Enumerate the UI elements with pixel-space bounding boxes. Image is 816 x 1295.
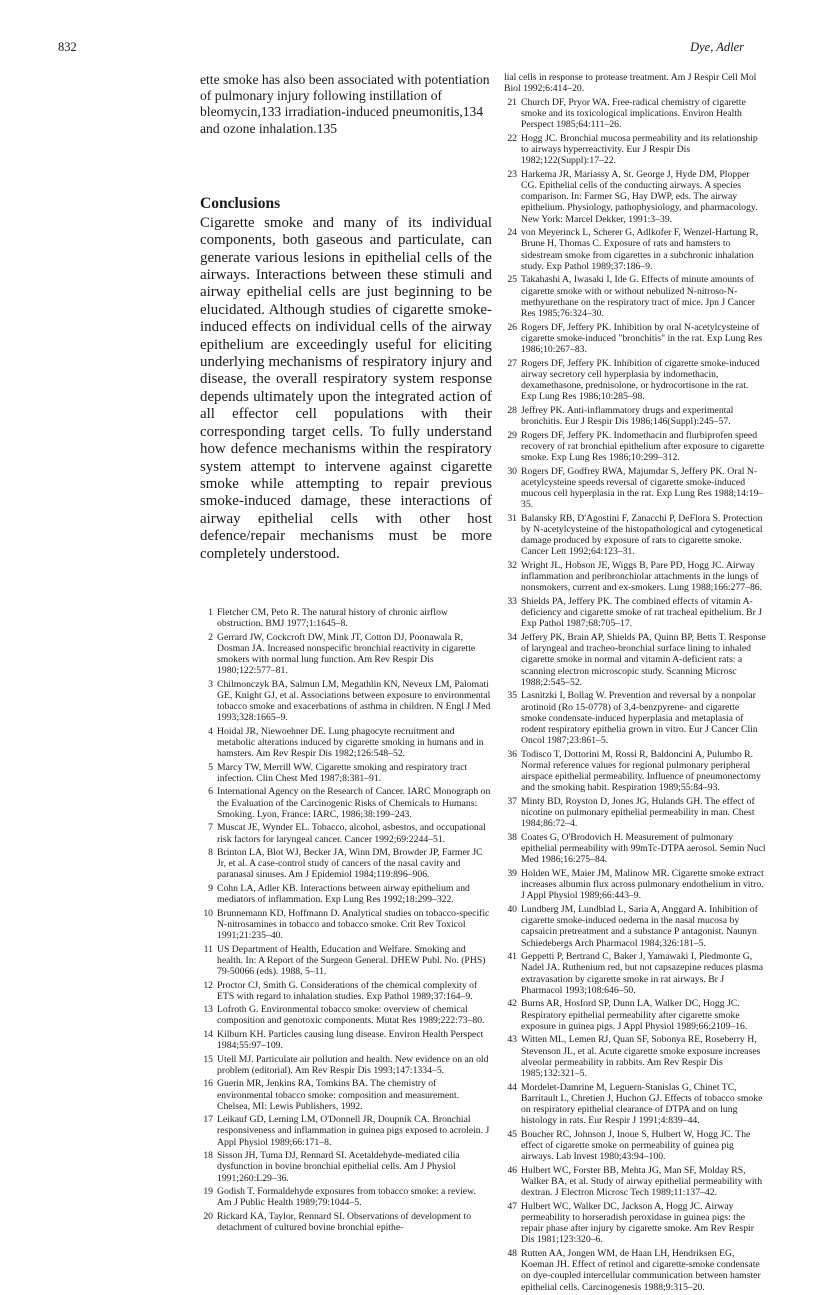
reference-number: 3: [208, 678, 213, 690]
reference-text: Witten ML, Lemen RJ, Quan SF, Sobonya RE, Roseberry H, Stevenson JL, et al. Acute cigarette smoke exposure increases alveolar permeability in rabbits. Am Rev Respir Dis 1985;132:321–5.: [521, 1034, 761, 1080]
reference-number: 12: [203, 979, 213, 991]
reference-item: [200, 1211, 492, 1233]
reference-number: 22: [507, 132, 517, 144]
reference-text: Hoidal JR, Niewoehner DE. Lung phagocyte recruitment and metabolic alterations induced by cigarette smoking in humans and in hamsters. Am Rev Respir Dis 1982;126:548–52.: [217, 725, 484, 760]
page-header: [0, 40, 816, 62]
reference-text: Utell MJ. Particulate air pollution and health. New evidence on an old problem (editorial). Am Rev Respir Dis 1993;147:1334–5.: [217, 1053, 489, 1076]
reference-number: 13: [203, 1004, 213, 1016]
reference-number: 7: [208, 822, 213, 834]
reference-text: Jeffery PK, Brain AP, Shields PA, Quinn BP, Betts T. Response of laryngeal and tracheo-bronchial surface lining to inhaled cigarette smoke in normal and vitamin A-deficient rats: a scanning electron microscopic study. Scanning Microsc 1988;2:545–52.: [521, 632, 766, 688]
reference-text: Brunnemann KD, Hoffmann D. Analytical studies on tobacco-specific N-nitrosamines in tobacco and tobacco smoke. Crit Rev Toxicol 1991;21:235–40.: [217, 907, 490, 942]
reference-item: [504, 690, 766, 746]
reference-number: 46: [507, 1164, 517, 1176]
reference-item: [504, 430, 766, 464]
reference-number: 41: [507, 951, 517, 963]
reference-item: [200, 632, 492, 677]
reference-text: Lundberg JM, Lundblad L, Saria A, Anggard A. Inhibition of cigarette smoke-induced oedema in the nasal mucosa by capsaicin pretreatment and a substance P antagonist. Naunyn Schiedebergs Arch Pharmacol 1984;326:181–5.: [521, 904, 758, 949]
reference-item: [504, 832, 766, 866]
reference-text: Harkema JR, Mariassy A, St. George J, Hyde DM, Plopper CG. Epithelial cells of the conducting airways. A species comparison. In: Farmer SG, Hay DWP, eds. The airway epithelium. Physiology, pathophysiology, and pharmacology. New York: Marcel Dekker, 1991:3–39.: [521, 168, 758, 225]
reference-number: 40: [507, 904, 517, 916]
reference-number: 18: [203, 1150, 213, 1162]
reference-item: [504, 1165, 766, 1199]
reference-item: [200, 847, 492, 881]
reference-number: 30: [507, 465, 517, 477]
reference-item: [504, 560, 766, 594]
reference-text: Rogers DF, Godfrey RWA, Majumdar S, Jeffery PK. Oral N-acetylcysteine speeds reversal of cigarette smoke-induced mucous cell hyperplasia in the rat. Exp Lung Res 1988;14:19–35.: [521, 465, 764, 511]
reference-number: 8: [208, 847, 213, 859]
reference-number: 37: [507, 796, 517, 808]
reference-item: [200, 822, 492, 844]
reference-item: [200, 1186, 492, 1208]
reference-item: [200, 1004, 492, 1026]
intro-paragraph: ette smoke has also been associated with potentiation of pulmonary injury following instillation of bleomycin,133 irradiation-induced pneumonitis,134 and ozone inhalation.135: [200, 72, 490, 136]
reference-item: [504, 632, 766, 688]
reference-list-right: [504, 97, 766, 1293]
reference-number: 19: [203, 1186, 213, 1198]
reference-text: Takahashi A, Iwasaki I, Ide G. Effects of minute amounts of cigarette smoke with or without nebulized N-nitroso-N-methyurethane on the respiratory tract of mice. Jpn J Cancer Res 1985;76:324–30.: [521, 274, 756, 320]
reference-item: [200, 1150, 492, 1184]
reference-text: von Meyerinck L, Scherer G, Adlkofer F, Wenzel-Hartung R, Brune H, Thomas C. Exposure of rats and hamsters to sidestream smoke from cigarettes in a subchronic inhalation study. Exp Pathol 1989;37:186–9.: [521, 227, 759, 272]
reference-number: 39: [507, 868, 517, 880]
reference-number: 38: [507, 832, 517, 844]
reference-text: Hogg JC. Bronchial mucosa permeability and its relationship to airways hyperreactivity. Eur J Respir Dis 1982;122(Suppl):17–22.: [521, 132, 758, 167]
reference-number: 42: [507, 998, 517, 1010]
reference-text: Guerin MR, Jenkins RA, Tomkins BA. The chemistry of environmental tobacco smoke: composition and measurement. Chelsea, MI: Lewis Publishers, 1992.: [217, 1078, 460, 1112]
reference-item: [200, 944, 492, 978]
right-column: [504, 72, 766, 1295]
reference-text: Minty BD, Royston D, Jones JG, Hulands GH. The effect of nicotine on pulmonary epithelial permeability in man. Chest 1984;86:72–4.: [521, 796, 755, 830]
reference-text: Marcy TW, Merrill WW. Cigarette smoking and respiratory tract infection. Clin Chest Med 1987;8:381–91.: [217, 761, 468, 784]
reference-item: [504, 596, 766, 630]
reference-text: Godish T. Formaldehyde exposures from tobacco smoke: a review. Am J Public Health 1989;79:1044–5.: [217, 1186, 476, 1209]
reference-number: 43: [507, 1034, 517, 1046]
reference-text: Brinton LA, Blot WJ, Becker JA, Winn DM, Browder JP, Farmer JC Jr, et al. A case-control study of cancers of the nasal cavity and paranasal sinuses. Am J Epidemiol 1984;119:896–906.: [217, 847, 483, 881]
reference-text: International Agency on the Research of Cancer. IARC Monograph on the Evaluation of the Carcinogenic Risks of Chemicals to Humans: Smoking. Lyon, France: IARC, 1986;38:199–243.: [217, 786, 491, 820]
reference-item: [200, 1078, 492, 1112]
reference-number: 27: [507, 357, 517, 369]
reference-number: 31: [507, 512, 517, 524]
reference-number: 47: [507, 1200, 517, 1212]
reference-item: [504, 796, 766, 830]
reference-text: Holden WE, Maier JM, Malinow MR. Cigarette smoke extract increases albumin flux across pulmonary endothelium in vitro. J Appl Physiol 1989;66:443–9.: [521, 868, 764, 902]
reference-text: Rogers DF, Jeffery PK. Inhibition by oral N-acetylcysteine of cigarette smoke-induced "bronchitis" in the rat. Exp Lung Res 1986;10:267–83.: [521, 321, 763, 356]
reference-number: 6: [208, 786, 213, 798]
reference-text: Wright JL, Hobson JE, Wiggs B, Pare PD, Hogg JC. Airway inflammation and peribronchiolar attachments in the lungs of nonsmokers, current and ex-smokers. Lung 1988;166:277–86.: [521, 560, 763, 594]
reference-item: [200, 1114, 492, 1148]
reference-number: 29: [507, 429, 517, 441]
reference-number: 45: [507, 1128, 517, 1140]
reference-number: 34: [507, 632, 517, 644]
reference-number: 24: [507, 227, 517, 239]
reference-number: 36: [507, 748, 517, 760]
reference-number: 1: [208, 606, 213, 618]
reference-text: Lofroth G. Environmental tobacco smoke: overview of chemical composition and genotoxic components. Mutat Res 1989;222:73–80.: [217, 1004, 485, 1027]
reference-text: Jeffrey PK. Anti-inflammatory drugs and experimental bronchitis. Eur J Respir Dis 1986;146(Suppl):245–57.: [521, 404, 734, 428]
reference-item: [200, 786, 492, 820]
reference-item: [504, 998, 766, 1032]
reference-item: [504, 749, 766, 794]
reference-number: 10: [203, 907, 213, 919]
reference-text: Chilmonczyk BA, Salmun LM, Megathlin KN, Neveux LM, Palomati GE, Knight GJ, et al. Associations between exposure to environmental tobacco smoke and exacerbations of asthma in children. N Engl J Med 1993;328:1665–9.: [217, 678, 491, 724]
reference-item: [200, 980, 492, 1002]
reference-item: [200, 762, 492, 784]
reference-item: [504, 133, 766, 167]
reference-number: 9: [208, 882, 213, 894]
reference-number: 35: [507, 690, 517, 702]
reference-item: [200, 908, 492, 942]
reference-item: [504, 1129, 766, 1163]
reference-text: Muscat JE, Wynder EL. Tobacco, alcohol, asbestos, and occupational risk factors for laryngeal cancer. Cancer 1992;69:2244–51.: [217, 822, 486, 845]
reference-number: 28: [507, 404, 517, 416]
reference-text: Geppetti P, Bertrand C, Baker J, Yamawaki I, Piedmonte G, Nadel JA. Ruthenium red, but not capsazepine reduces plasma extravasation by cigarette smoke in rat airways. Br J Pharmacol 1993;108:646–50.: [521, 951, 764, 996]
reference-number: 32: [507, 560, 517, 572]
reference-text: Mordelet-Damrine M, Leguern-Stanislas G, Chinet TC, Barritault L, Chretien J, Huchon GJ. Effects of tobacco smoke on respiratory epithelial clearance of DTPA and on lung histology in rats. Eur Respir J 1991;4:839–44.: [521, 1081, 763, 1127]
reference-number: 11: [203, 943, 213, 955]
reference-number: 48: [507, 1248, 517, 1260]
reference-text: Todisco T, Dottorini M, Rossi R, Baldoncini A, Pulumbo R. Normal reference values for regional pulmonary peripheral airspace epithelial permeability. Influence of pneumonectomy and the smoking habit. Respiration 1989;55:84–93.: [521, 748, 761, 794]
reference-continuation: lial cells in response to protease treatment. Am J Respir Cell Mol Biol 1992;6:414–20.: [504, 72, 757, 95]
reference-text: Gerrard JW, Cockcroft DW, Mink JT, Cotton DJ, Poonawala R, Dosman JA. Increased nonspecific bronchial reactivity in cigarette smokers with normal lung function. Am Rev Respir Dis 1980;122:577–81.: [217, 631, 476, 677]
reference-item: [504, 868, 766, 902]
reference-text: Hulbert WC, Walker DC, Jackson A, Hogg JC. Airway permeability to horseradish peroxidase in guinea pigs: the repair phase after injury by cigarette smoke. Am Rev Respir Dis 1981;123:320–6.: [521, 1200, 754, 1246]
reference-text: Rutten AA, Jongen WM, de Haan LH, Hendriksen EG, Koeman JH. Effect of retinol and cigarette-smoke condensate on dye-coupled intercellular communication between hamster epithelial cells. Carcinogenesis 1988;9:315–20.: [521, 1248, 761, 1293]
reference-text: US Department of Health, Education and Welfare. Smoking and health. In: A Report of the Surgeon General. DHEW Publ. No. (PHS) 79-50066 (eds). 1988, 5–11.: [217, 943, 486, 977]
reference-item: [504, 169, 766, 225]
reference-text: Balansky RB, D'Agostini F, Zanacchi P, DeFlora S. Protection by N-acetylcysteine of the histopathological and cytogenetical damage produced by exposure of rats to cigarette smoke. Cancer Lett 1992;64:123–31.: [521, 512, 763, 558]
reference-item: [504, 405, 766, 427]
reference-text: Kilburn KH. Particles causing lung disease. Environ Health Perspect 1984;55:97–109.: [217, 1028, 484, 1052]
reference-number: 33: [507, 596, 517, 608]
conclusions-paragraph: Cigarette smoke and many of its individual components, both gaseous and particulate, can generate various lesions in epithelial cells of the airways. Interactions between these stimuli and airway epithelial cells are just beginning to be elucidated. Although studies of cigarette smoke-induced effects on individual cells of the airway epithelium are exceedingly useful for eliciting underlying mechanisms of respiratory injury and disease, the overall respiratory system response depends ultimately upon the integrated action of all effector cell populations with their corresponding target cells. To fully understand how defence mechanisms within the respiratory system attempt to intervene against cigarette smoke while attempting to repair previous smoke-induced damage, these interactions of airway epithelial cells with other host defence/repair mechanisms must be more completely understood.: [200, 214, 492, 562]
reference-item: [504, 1082, 766, 1127]
reference-text: Rogers DF, Jeffery PK. Indomethacin and flurbiprofen speed recovery of rat bronchial epithelium after exposure to cigarette smoke. Exp Lung Res 1986;10:299–312.: [521, 429, 765, 464]
reference-item: [504, 358, 766, 403]
reference-item: [504, 466, 766, 511]
reference-text: Sisson JH, Tuma DJ, Rennard SI. Acetaldehyde-mediated cilia dysfunction in bovine bronchial epithelial cells. Am J Physiol 1991;260:L29–36.: [217, 1150, 460, 1184]
reference-text: Cohn LA, Adler KB. Interactions between airway epithelium and mediators of inflammation. Exp Lung Res 1992;18:299–322.: [217, 882, 470, 906]
reference-item: [200, 726, 492, 760]
reference-item: [504, 322, 766, 356]
reference-number: 2: [208, 631, 213, 643]
reference-number: 21: [507, 96, 517, 108]
reference-item: [200, 607, 492, 629]
reference-item: [504, 97, 766, 131]
reference-item: [200, 1054, 492, 1076]
reference-item: [504, 1201, 766, 1246]
reference-number: 25: [507, 274, 517, 286]
reference-text: Leikauf GD, Leming LM, O'Donnell JR, Doupnik CA. Bronchial responsiveness and inflammation in guinea pigs exposed to acrolein. J Appl Physiol 1989;66:171–8.: [217, 1114, 490, 1148]
reference-text: Proctor CJ, Smith G. Considerations of the chemical complexity of ETS with regard to inhalation studies. Exp Pathol 1989;37:164–9.: [217, 979, 478, 1002]
reference-number: 4: [208, 725, 213, 737]
reference-text: Shields PA, Jeffery PK. The combined effects of vitamin A-deficiency and cigarette smoke of rat tracheal epithelium. Br J Exp Pathol 1987;68:705–17.: [521, 596, 763, 630]
reference-text: Rogers DF, Jeffery PK. Inhibition of cigarette smoke-induced airway secretory cell hyperplasia by indomethacin, dexamethasone, prednisolone, or hydrocortisone in the rat. Exp Lung Res 1986;10:285–98.: [521, 357, 760, 403]
reference-item: [504, 1248, 766, 1293]
page-number: 832: [58, 40, 77, 54]
reference-text: Lasnitzki I, Bollag W. Prevention and reversal by a nonpolar arotinoid (Ro 15-0778) of 3,4-benzpyrene- and cigarette smoke condensate-induced hyperplasia and metaplasia of rodent respiratory epithelia grown in vitro. Eur J Cancer Clin Oncol 1987;23:861–5.: [521, 690, 758, 747]
reference-text: Hulbert WC, Forster BB, Mehta JG, Man SF, Molday RS, Walker BA, et al. Study of airway epithelial permeability with dextran. J Electron Microsc Tech 1989;11:137–42.: [521, 1164, 763, 1199]
reference-item: [504, 513, 766, 558]
reference-item: [504, 951, 766, 996]
reference-list-left: [200, 607, 492, 1233]
reference-text: Fletcher CM, Peto R. The natural history of chronic airflow obstruction. BMJ 1977;1:1645–8.: [217, 606, 448, 630]
reference-number: 15: [203, 1053, 213, 1065]
reference-item: [504, 227, 766, 272]
reference-text: Coates G, O'Brodovich H. Measurement of pulmonary epithelial permeability with 99mTc-DTPA aerosol. Semin Nucl Med 1986;16:275–84.: [521, 832, 766, 866]
reference-text: Church DF, Pryor WA. Free-radical chemistry of cigarette smoke and its toxicological implications. Environ Health Perspect 1985;64:111–26.: [521, 96, 746, 131]
running-head-authors: Dye, Adler: [690, 40, 744, 54]
conclusions-heading: Conclusions: [200, 194, 281, 212]
reference-number: 16: [203, 1078, 213, 1090]
reference-text: Burns AR, Hosford SP, Dunn LA, Walker DC, Hogg JC. Respiratory epithelial permeability after cigarette smoke exposure in guinea pigs. J Appl Physiol 1989;66:2109–16.: [521, 998, 748, 1032]
reference-number: 5: [208, 761, 213, 773]
reference-number: 26: [507, 321, 517, 333]
reference-item: [200, 883, 492, 905]
reference-item: [504, 904, 766, 949]
reference-number: 14: [203, 1028, 213, 1040]
reference-number: 44: [507, 1081, 517, 1093]
reference-item: [504, 274, 766, 319]
reference-item: [200, 679, 492, 724]
reference-item: [200, 1029, 492, 1051]
reference-item: [504, 1034, 766, 1079]
left-column: [200, 72, 492, 1235]
reference-number: 23: [507, 168, 517, 180]
reference-number: 17: [203, 1114, 213, 1126]
reference-number: 20: [203, 1210, 213, 1222]
reference-text: Rickard KA, Taylor, Rennard SI. Observations of development to detachment of cultured bovine bronchial epithe-: [217, 1210, 472, 1233]
reference-text: Boucher RC, Johnson J, Inoue S, Hulbert W, Hogg JC. The effect of cigarette smoke on permeability of guinea pig airways. Lab Invest 1980;43:94–100.: [521, 1128, 751, 1163]
